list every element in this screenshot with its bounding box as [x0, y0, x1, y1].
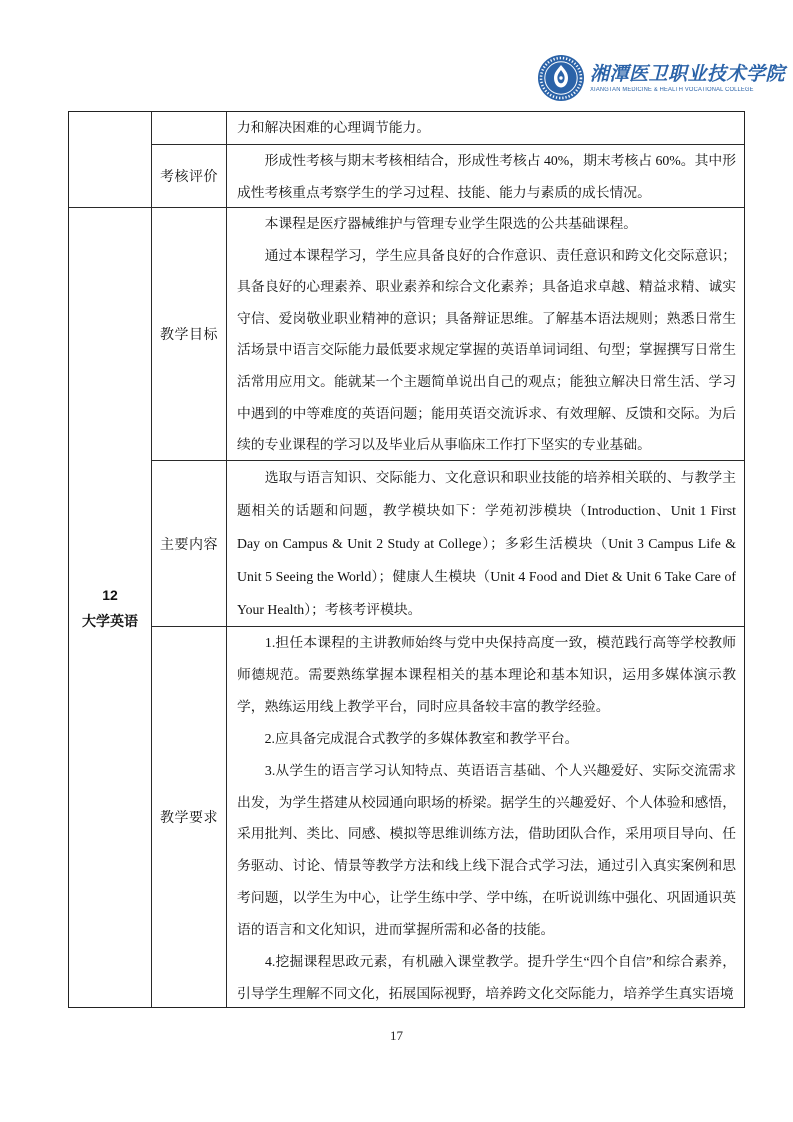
course-id-empty-cell — [69, 112, 151, 207]
page-header — [537, 54, 785, 102]
row-label-objectives: 教学目标 — [151, 207, 226, 460]
paragraph: 4.挖掘课程思政元素，有机融入课堂教学。提升学生“四个自信”和综合素养，引导学生理解不同文化，拓展国际视野，培养跨文化交际能力，培养学生真实语境 — [237, 954, 736, 1001]
college-name-zh: 湘潭医卫职业技术学院 — [590, 63, 786, 85]
row-label-requirements: 教学要求 — [151, 626, 226, 1007]
paragraph: 本课程是医疗器械维护与管理专业学生限选的公共基础课程。 — [237, 216, 638, 231]
row-label-main-content: 主要内容 — [151, 460, 226, 626]
paragraph: 形成性考核与期末考核相结合，形成性考核占 40%，期末考核占 60%。其中形成性考核重点考察学生的学习过程、技能、能力与素质的成长情况。 — [237, 153, 736, 200]
row-label-continuation — [151, 112, 226, 144]
paragraph: 3.从学生的语言学习认知特点、英语语言基础、个人兴趣爱好、实际交流需求出发，为学生搭建从校园通向职场的桥梁。据学生的兴趣爱好、个人体验和感悟，采用批判、类比、同感、模拟等思维训练方法，借助团队合作，采用项目导向、任务驱动、讨论、情景等教学方法和线上线下混合式学习法，通过引入真实案例和思考问题，以学生为中心，让学生练中学、学中练，在听说训练中强化、巩固通识英语的语言和文化知识，进而掌握所需和必备的技能。 — [237, 762, 736, 938]
row-label-assessment: 考核评价 — [151, 144, 226, 207]
course-id-cell — [69, 207, 151, 1007]
course-name: 大学英语 — [82, 612, 138, 629]
paragraph: 2.应具备完成混合式教学的多媒体教室和教学平台。 — [237, 730, 579, 746]
college-name-block — [590, 63, 785, 93]
course-table — [68, 111, 745, 1008]
row-content-continuation — [226, 112, 744, 144]
course-number: 12 — [102, 586, 118, 603]
row-content-objectives — [226, 207, 744, 460]
row-content-requirements — [226, 626, 744, 1007]
college-name-en: XIANGTAN MEDICINE & HEALTH VOCATIONAL COLLEGE — [590, 87, 754, 93]
paragraph: 力和解决困难的心理调节能力。 — [237, 120, 431, 135]
paragraph: 1.担任本课程的主讲教师始终与党中央保持高度一致，模范践行高等学校教师师德规范。需要熟练掌握本课程相关的基本理论和基本知识，运用多媒体演示教学，熟练运用线上教学平台，同时应具备较丰富的教学经验。 — [237, 635, 736, 714]
college-seal-icon — [537, 54, 585, 102]
row-content-assessment — [226, 144, 744, 207]
row-content-main-content — [226, 460, 744, 626]
page-number: 17 — [390, 1028, 403, 1043]
paragraph: 选取与语言知识、交际能力、文化意识和职业技能的培养相关联的、与教学主题相关的话题和问题，教学模块如下：学苑初涉模块（Introduction、Unit 1 First Day on Campus & Unit 2 Study at College）；多彩生活模块（Unit 3 Campus Life & Unit 5 Seeing the World）；健康人生模块（Unit 4 Food and Diet & Unit 6 Take Care of Your Health）；考核考评模块。 — [237, 470, 736, 617]
paragraph: 通过本课程学习，学生应具备良好的合作意识、责任意识和跨文化交际意识；具备良好的心理素养、职业素养和综合文化素养；具备追求卓越、精益求精、诚实守信、爱岗敬业职业精神的意识；具备辩证思维。了解基本语法规则；熟悉日常生活场景中语言交际能力最低要求规定掌握的英语单词词组、句型；掌握撰写日常生活常用应用文。能就某一个主题简单说出自己的观点；能独立解决日常生活、学习中遇到的中等难度的英语问题；能用英语交流诉求、有效理解、反馈和交际。为后续的专业课程的学习以及毕业后从事临床工作打下坚实的专业基础。 — [237, 247, 736, 453]
